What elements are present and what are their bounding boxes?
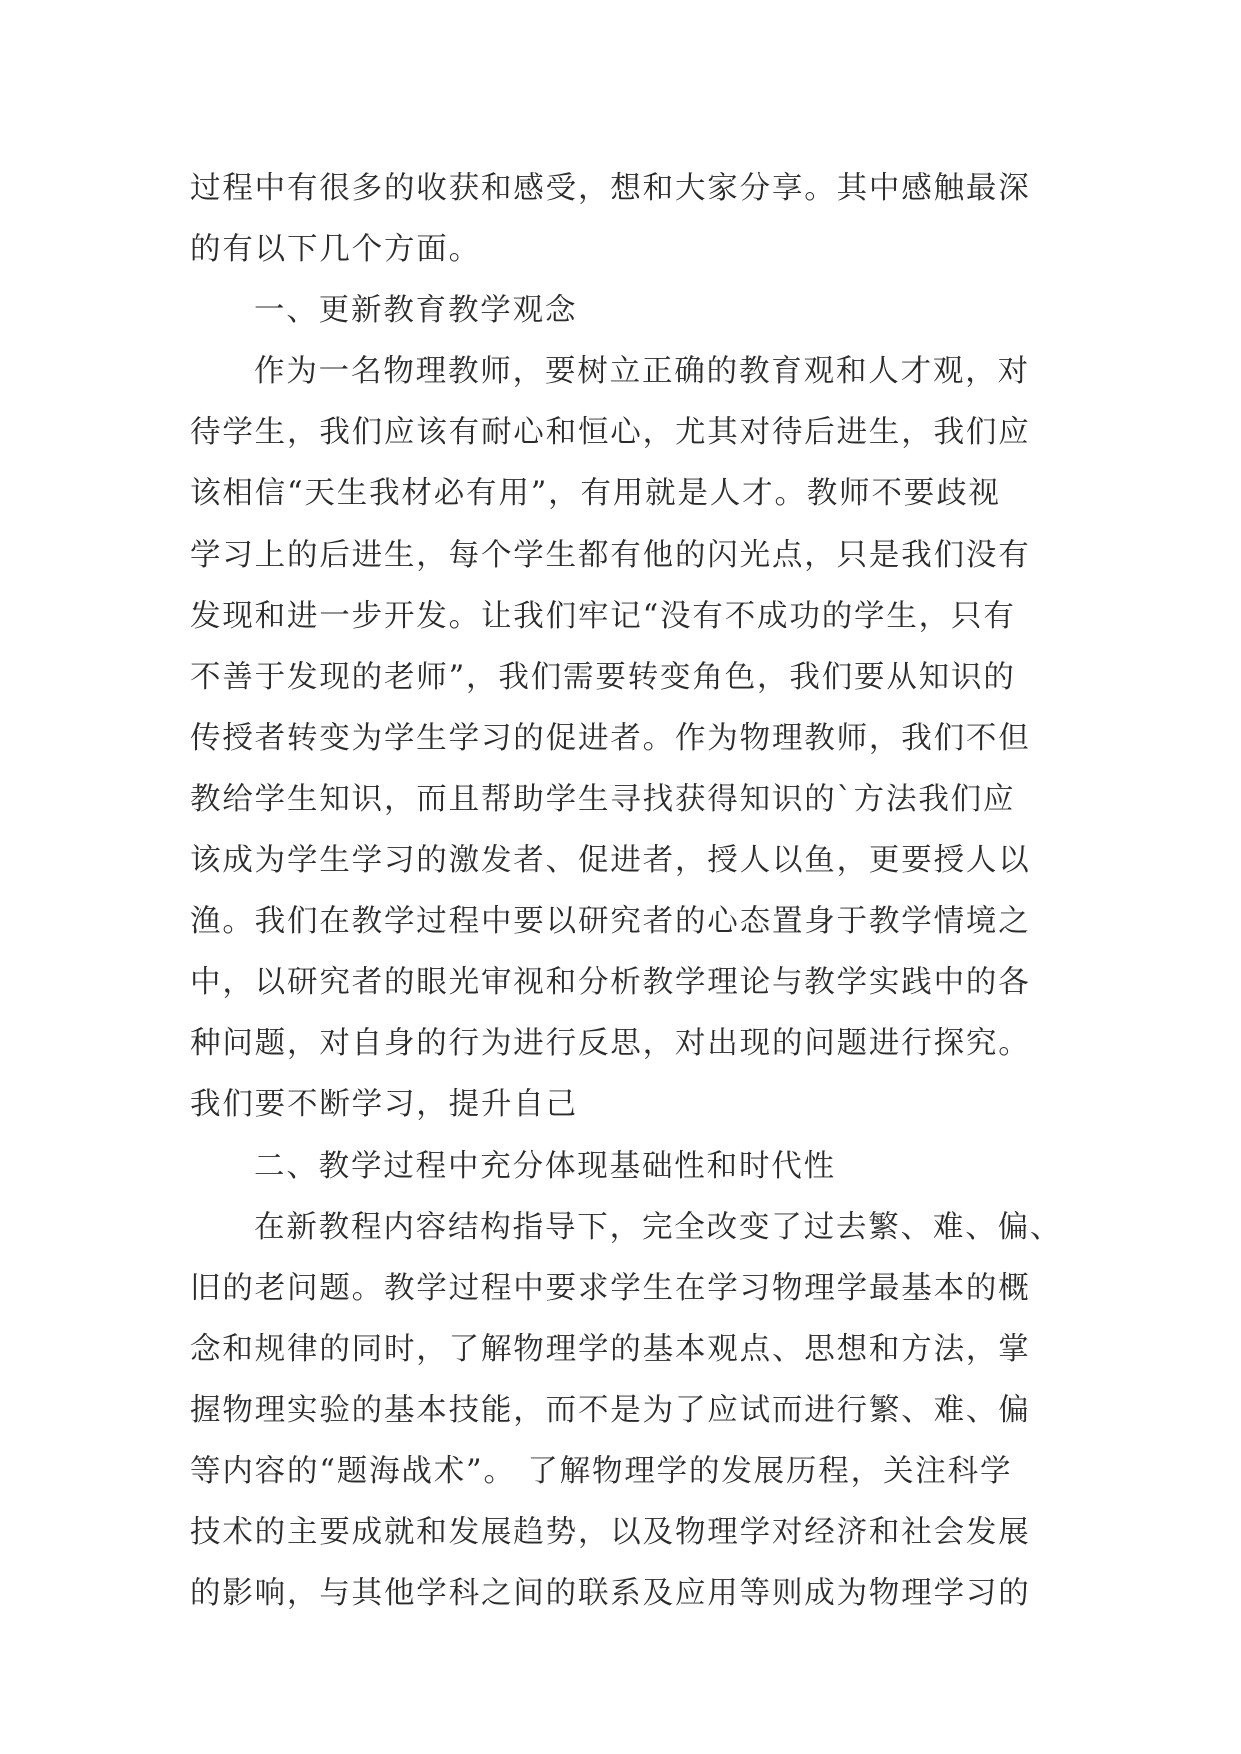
text-line: 的影响，与其他学科之间的联系及应用等则成为物理学习的 (190, 1576, 1031, 1612)
text-line: 传授者转变为学生学习的促进者。作为物理教师，我们不但 (190, 720, 1031, 756)
text-line: 渔。我们在教学过程中要以研究者的心态置身于教学情境之 (190, 904, 1031, 940)
paragraph-start-line: 一、更新教育教学观念 (254, 293, 578, 329)
text-line: 握物理实验的基本技能，而不是为了应试而进行繁、难、偏 (190, 1392, 1031, 1428)
text-line: 种问题，对自身的行为进行反思，对出现的问题进行探究。 (190, 1026, 1031, 1062)
paragraph-start-line: 作为一名物理教师，要树立正确的教育观和人才观，对 (254, 354, 1030, 390)
text-line: 中，以研究者的眼光审视和分析教学理论与教学实践中的各 (190, 965, 1031, 1001)
text-line: 教给学生知识，而且帮助学生寻找获得知识的`方法我们应 (190, 781, 1016, 817)
text-line: 不善于发现的老师”，我们需要转变角色，我们要从知识的 (190, 659, 1016, 695)
paragraph-start-line: 在新教程内容结构指导下，完全改变了过去繁、难、偏、 (254, 1209, 1063, 1245)
paragraph-start-line: 二、教学过程中充分体现基础性和时代性 (254, 1148, 836, 1184)
text-line: 我们要不断学习，提升自己 (190, 1087, 578, 1123)
text-line: 的有以下几个方面。 (190, 232, 481, 268)
text-line: 旧的老问题。教学过程中要求学生在学习物理学最基本的概 (190, 1270, 1031, 1306)
text-line: 等内容的“题海战术”。 了解物理学的发展历程，关注科学 (190, 1453, 1013, 1489)
text-line: 该相信“天生我材必有用”，有用就是人才。教师不要歧视 (190, 476, 1001, 512)
text-line: 待学生，我们应该有耐心和恒心，尤其对待后进生，我们应 (190, 415, 1031, 451)
text-line: 该成为学生学习的激发者、促进者，授人以鱼，更要授人以 (190, 843, 1031, 879)
text-line: 念和规律的同时，了解物理学的基本观点、思想和方法，掌 (190, 1331, 1031, 1367)
text-line: 发现和进一步开发。让我们牢记“没有不成功的学生，只有 (190, 598, 1016, 634)
text-line: 过程中有很多的收获和感受，想和大家分享。其中感触最深 (190, 171, 1031, 206)
text-line: 技术的主要成就和发展趋势，以及物理学对经济和社会发展 (190, 1515, 1031, 1551)
document-body (190, 158, 1063, 1624)
text-line: 学习上的后进生，每个学生都有他的闪光点，只是我们没有 (190, 537, 1031, 573)
